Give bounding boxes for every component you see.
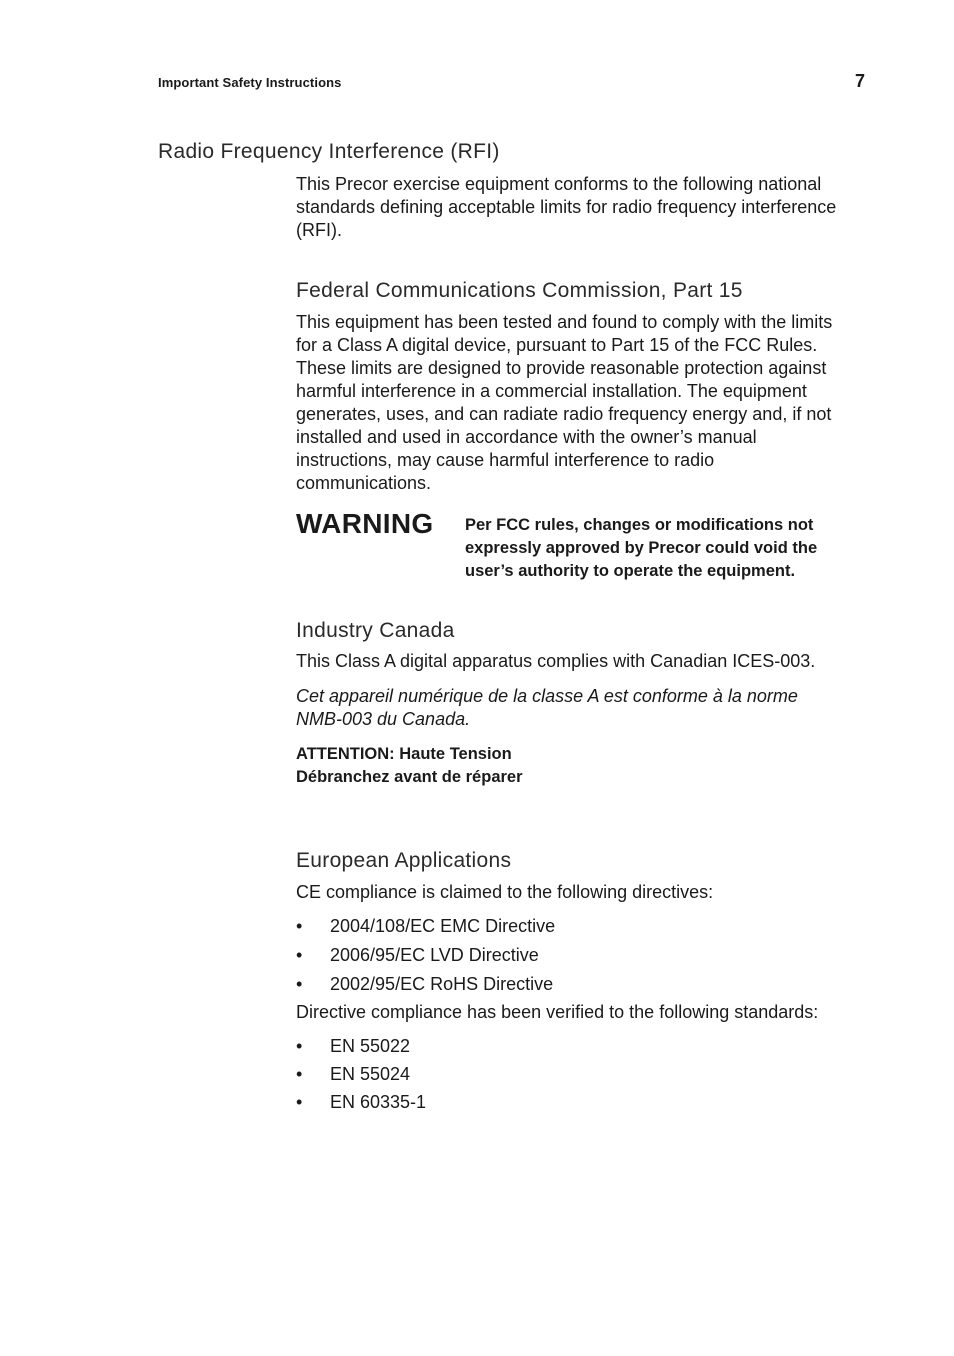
bullet-icon: •	[296, 974, 303, 994]
list-item: • 2002/95/EC RoHS Directive	[296, 974, 554, 994]
rfi-heading: Radio Frequency Interference (RFI)	[158, 140, 500, 163]
bullet-icon: •	[296, 916, 303, 936]
list-item: • 2004/108/EC EMC Directive	[296, 916, 556, 936]
rfi-section	[296, 173, 841, 242]
warning-label: WARNING	[296, 508, 434, 539]
list-item: • EN 55022	[296, 1036, 411, 1056]
rfi-body: This Precor exercise equipment conforms to the following national standards defining acceptable limits for radio frequency interference (RFI).	[296, 174, 837, 240]
list-item: • 2006/95/EC LVD Directive	[296, 945, 539, 965]
canada-section	[296, 619, 841, 789]
standards-intro: Directive compliance has been verified to the following standards:	[296, 1002, 819, 1022]
canada-heading: Industry Canada	[296, 619, 455, 642]
fcc-body: This equipment has been tested and found to comply with the limits for a Class A digital device, pursuant to Part 15 of the FCC Rules. These limits are designed to provide reasonable protection against harmful interference in a commercial installation. The equipment generates, uses, and can radiate radio frequency energy and, if not installed and used in accordance with the owner’s manual instructions, may cause harmful interference to radio communications.	[296, 312, 833, 493]
canada-body-fr: Cet appareil numérique de la classe A est conforme à la norme NMB-003 du Canada.	[296, 686, 798, 729]
warning-text: Per FCC rules, changes or modifications not expressly approved by Precor could void the user’s authority to operate the equipment.	[465, 516, 818, 580]
europe-section	[296, 849, 841, 1114]
fcc-heading: Federal Communications Commission, Part 15	[296, 279, 743, 302]
directives-list	[296, 915, 841, 996]
fcc-section	[296, 279, 841, 495]
list-item: • EN 55024	[296, 1064, 411, 1084]
page-number: 7	[855, 71, 866, 91]
standards-list	[296, 1035, 841, 1114]
europe-intro: CE compliance is claimed to the following directives:	[296, 882, 714, 902]
bullet-icon: •	[296, 1064, 303, 1084]
bullet-icon: •	[296, 1092, 303, 1112]
bullet-icon: •	[296, 945, 303, 965]
list-item: • EN 60335-1	[296, 1092, 427, 1112]
attention-line-1: ATTENTION: Haute Tension	[296, 745, 512, 763]
europe-heading: European Applications	[296, 849, 512, 872]
running-head: Important Safety Instructions	[158, 75, 342, 90]
attention-line-2: Débranchez avant de réparer	[296, 768, 523, 786]
bullet-icon: •	[296, 1036, 303, 1056]
canada-body: This Class A digital apparatus complies with Canadian ICES-003.	[296, 651, 816, 671]
